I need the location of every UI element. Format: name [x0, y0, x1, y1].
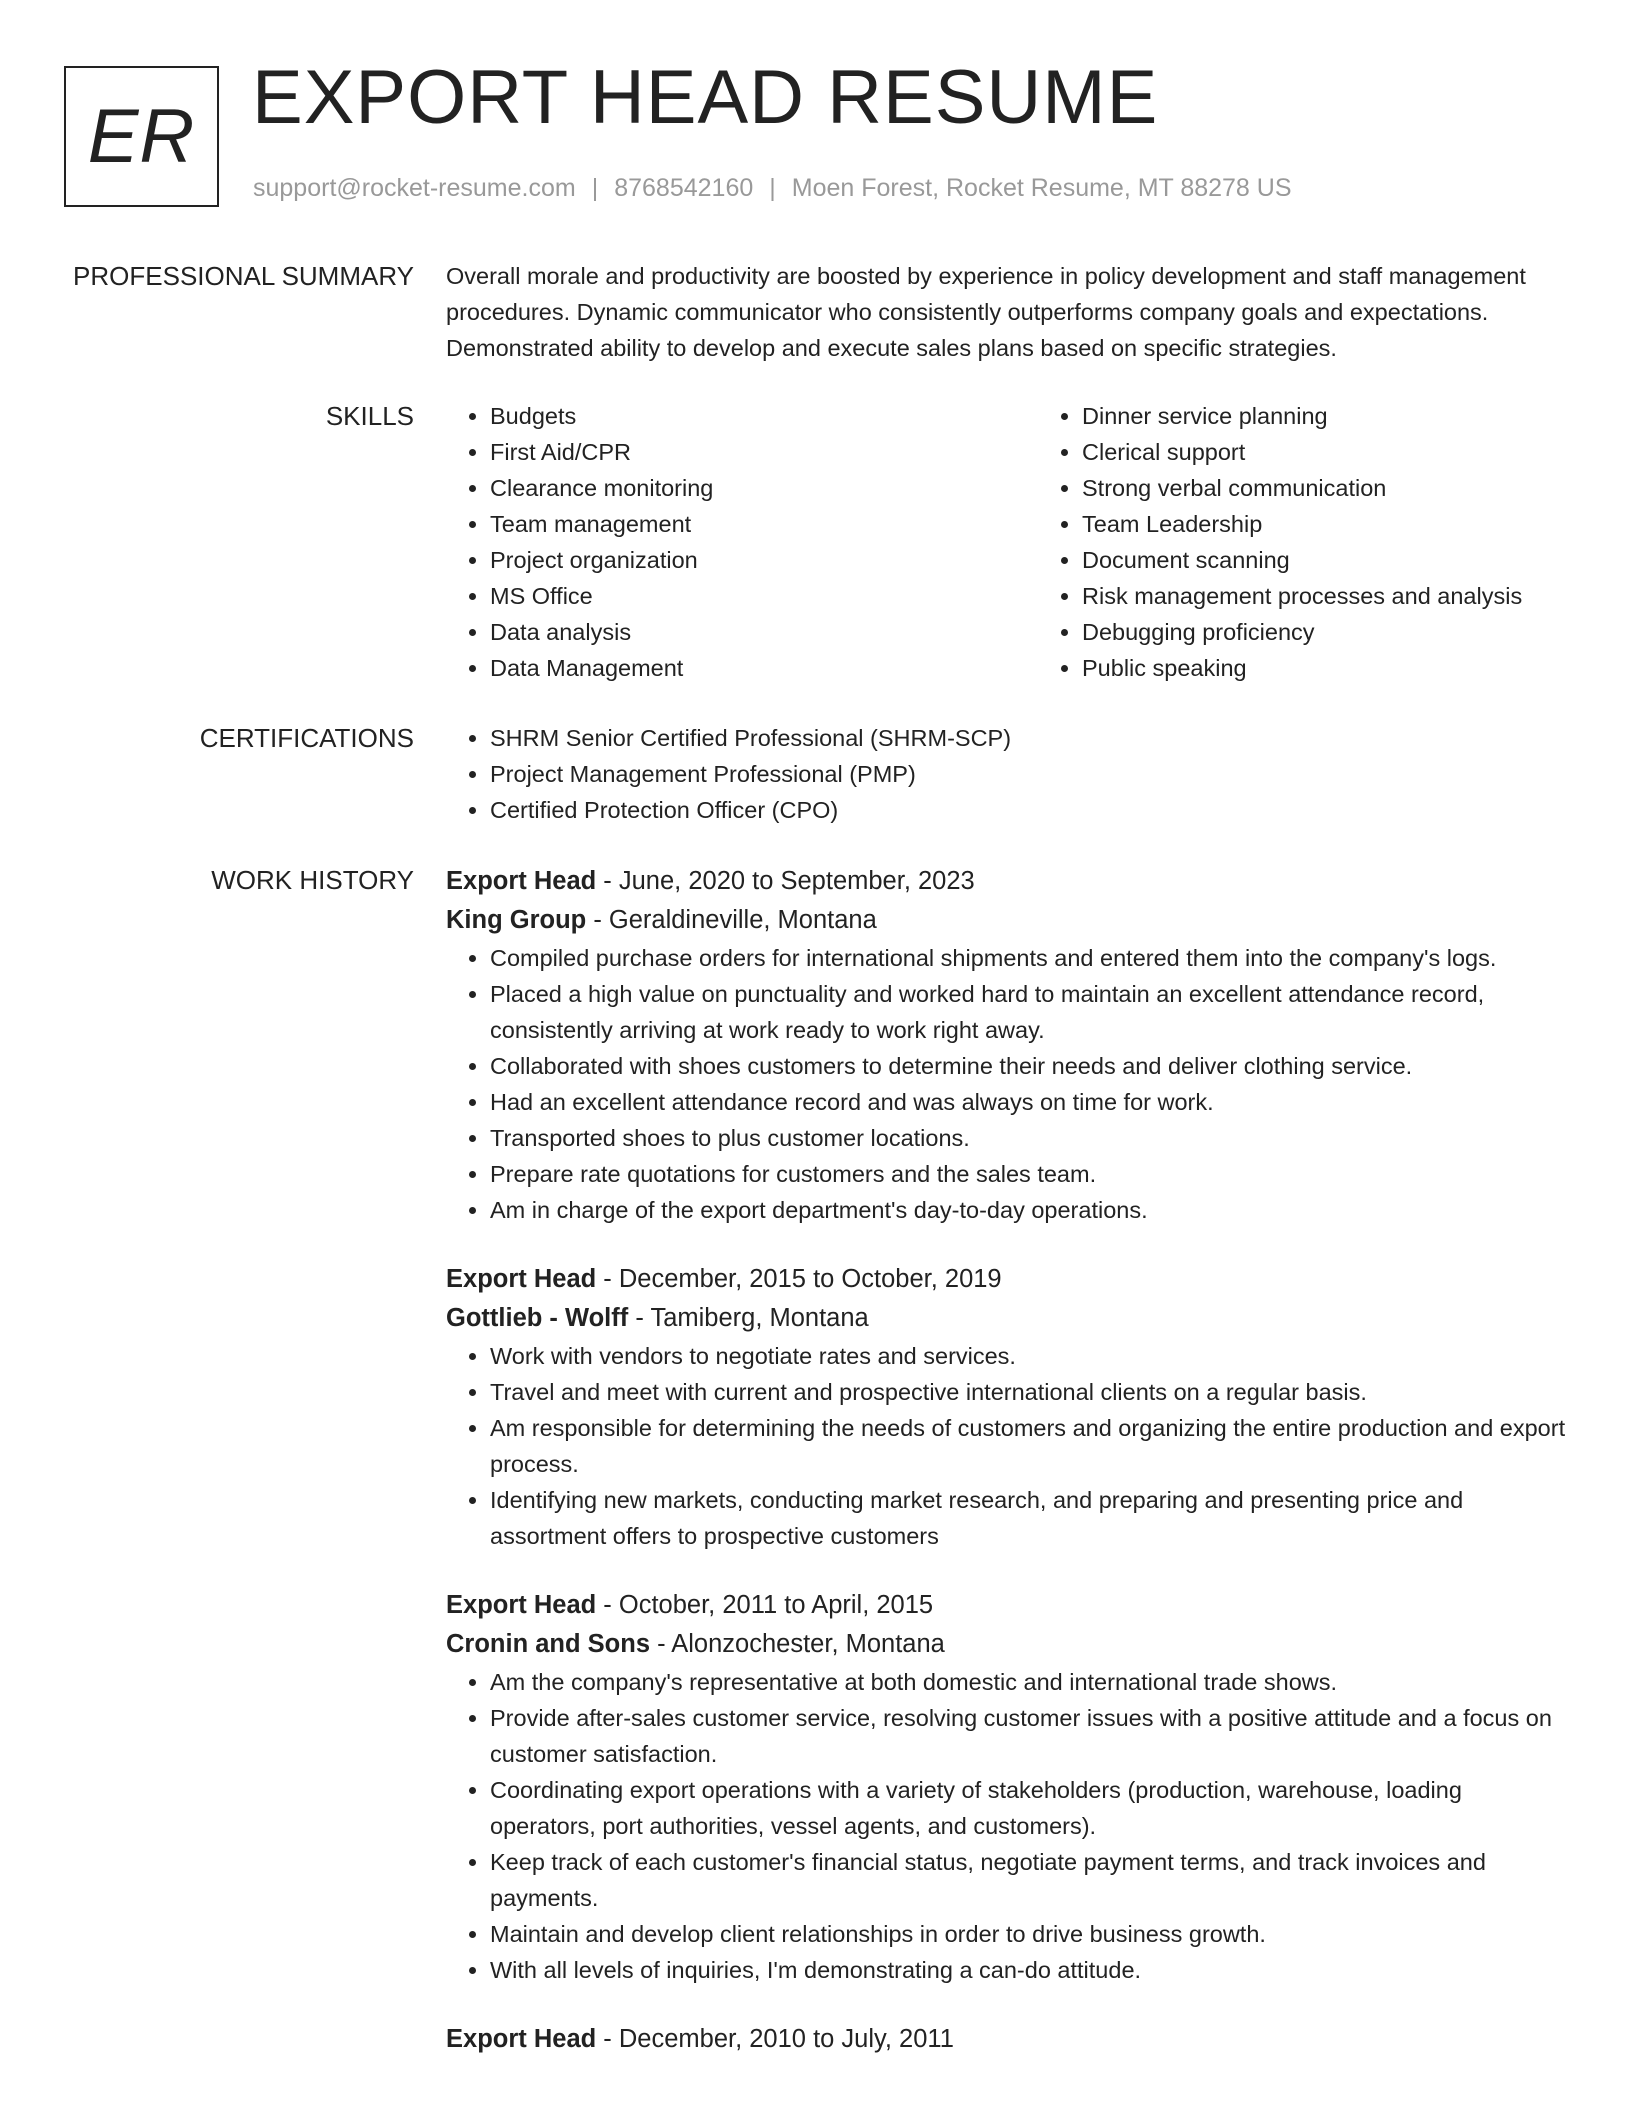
job-dates: - June, 2020 to September, 2023: [596, 867, 975, 895]
job-company-line: [446, 1625, 1566, 1664]
skills-column-2: [1038, 398, 1522, 686]
job-duty: • Identifying new markets, conducting market research, and preparing and presenting price and assortment offers to prospective customers: [490, 1482, 1566, 1554]
job-title-line: [446, 862, 1566, 901]
certification-item: • Project Management Professional (PMP): [490, 756, 1566, 792]
job-duty: • Coordinating export operations with a variety of stakeholders (production, warehouse, loading operators, port authorities, vessel agents, and customers).: [490, 1772, 1566, 1844]
job-title: Export Head: [446, 2025, 597, 2053]
skill-item: • Team Leadership: [1082, 506, 1522, 542]
contact-email[interactable]: support@rocket-resume.com: [253, 174, 576, 202]
job-entry: [446, 2020, 1566, 2059]
skill-item: • Document scanning: [1082, 542, 1522, 578]
job-duty: • Keep track of each customer's financial status, negotiate payment terms, and track invoices and payments.: [490, 1844, 1566, 1916]
job-duty: • Am responsible for determining the needs of customers and organizing the entire production and export process.: [490, 1410, 1566, 1482]
section-label-summary: PROFESSIONAL SUMMARY: [73, 261, 414, 291]
job-duties: [446, 940, 1566, 1228]
job-duty: • With all levels of inquiries, I'm demonstrating a can-do attitude.: [490, 1952, 1566, 1988]
job-company: Gottlieb - Wolff: [446, 1304, 629, 1332]
job-duty: • Placed a high value on punctuality and worked hard to maintain an excellent attendance record, consistently arriving at work ready to work right away.: [490, 976, 1566, 1048]
monogram-initials: ER: [87, 94, 196, 179]
resume-title: EXPORT HEAD RESUME: [252, 55, 1159, 140]
job-location: - Tamiberg, Montana: [628, 1304, 869, 1332]
job-entry: [446, 1586, 1566, 1988]
job-duties: [446, 1338, 1566, 1554]
job-title-line: [446, 2020, 1566, 2059]
section-label-work-history: WORK HISTORY: [211, 865, 414, 895]
job-title: Export Head: [446, 1591, 597, 1619]
job-dates: - October, 2011 to April, 2015: [596, 1591, 934, 1619]
monogram-box: [64, 66, 219, 207]
job-duty: • Travel and meet with current and prospective international clients on a regular basis.: [490, 1374, 1566, 1410]
job-company-line: [446, 901, 1566, 940]
job-duty: • Transported shoes to plus customer locations.: [490, 1120, 1566, 1156]
job-duty: • Compiled purchase orders for international shipments and entered them into the company's logs.: [490, 940, 1566, 976]
certification-item: • Certified Protection Officer (CPO): [490, 792, 1566, 828]
contact-address: Moen Forest, Rocket Resume, MT 88278 US: [791, 174, 1292, 202]
job-title: Export Head: [446, 1265, 597, 1293]
skill-item: • Public speaking: [1082, 650, 1522, 686]
skill-item: • Risk management processes and analysis: [1082, 578, 1522, 614]
job-entry: [446, 862, 1566, 1228]
job-location: - Geraldineville, Montana: [586, 906, 877, 934]
contact-separator: |: [769, 174, 776, 202]
job-duties: [446, 1664, 1566, 1988]
skills-list: [446, 398, 1566, 686]
skill-item: • Dinner service planning: [1082, 398, 1522, 434]
job-duty: • Maintain and develop client relationships in order to drive business growth.: [490, 1916, 1566, 1952]
skill-item: • Debugging proficiency: [1082, 614, 1522, 650]
job-duty: • Collaborated with shoes customers to determine their needs and deliver clothing service.: [490, 1048, 1566, 1084]
job-title-line: [446, 1260, 1566, 1299]
job-duty: • Am the company's representative at both domestic and international trade shows.: [490, 1664, 1566, 1700]
job-dates: - December, 2015 to October, 2019: [596, 1265, 1002, 1293]
skill-item: • Data analysis: [490, 614, 1038, 650]
skills-column-1: [446, 398, 1038, 686]
job-location: - Alonzochester, Montana: [650, 1630, 945, 1658]
skill-item: • MS Office: [490, 578, 1038, 614]
contact-separator: |: [591, 174, 599, 202]
skill-item: • Clerical support: [1082, 434, 1522, 470]
summary-text: Overall morale and productivity are boosted by experience in policy development and staff management procedures. Dynamic communicator who consistently outperforms company goals and expectations. Demonstrated ability to develop and execute sales plans based on specific strategies.: [446, 263, 1526, 361]
job-company: King Group: [446, 906, 587, 934]
skill-item: • Data Management: [490, 650, 1038, 686]
section-label-skills: SKILLS: [325, 401, 414, 431]
work-history-list: [446, 862, 1566, 2091]
skill-item: • Clearance monitoring: [490, 470, 1038, 506]
job-duty: • Had an excellent attendance record and was always on time for work.: [490, 1084, 1566, 1120]
skill-item: • Budgets: [490, 398, 1038, 434]
skill-item: • Project organization: [490, 542, 1038, 578]
job-title: Export Head: [446, 867, 597, 895]
certifications-list: [446, 720, 1566, 828]
skill-item: • Team management: [490, 506, 1038, 542]
contact-line: [253, 174, 1292, 203]
job-company: Cronin and Sons: [446, 1630, 650, 1658]
section-label-certifications: CERTIFICATIONS: [199, 723, 414, 753]
skill-item: • Strong verbal communication: [1082, 470, 1522, 506]
job-entry: [446, 1260, 1566, 1554]
job-title-line: [446, 1586, 1566, 1625]
job-duty: • Am in charge of the export department's day-to-day operations.: [490, 1192, 1566, 1228]
job-duty: • Provide after-sales customer service, resolving customer issues with a positive attitude and a focus on customer satisfaction.: [490, 1700, 1566, 1772]
certification-item: • SHRM Senior Certified Professional (SHRM-SCP): [490, 720, 1566, 756]
job-company-line: [446, 1299, 1566, 1338]
job-duty: • Prepare rate quotations for customers and the sales team.: [490, 1156, 1566, 1192]
contact-phone[interactable]: 8768542160: [614, 174, 754, 202]
job-dates: - December, 2010 to July, 2011: [596, 2025, 954, 2053]
job-duty: • Work with vendors to negotiate rates and services.: [490, 1338, 1566, 1374]
skill-item: • First Aid/CPR: [490, 434, 1038, 470]
